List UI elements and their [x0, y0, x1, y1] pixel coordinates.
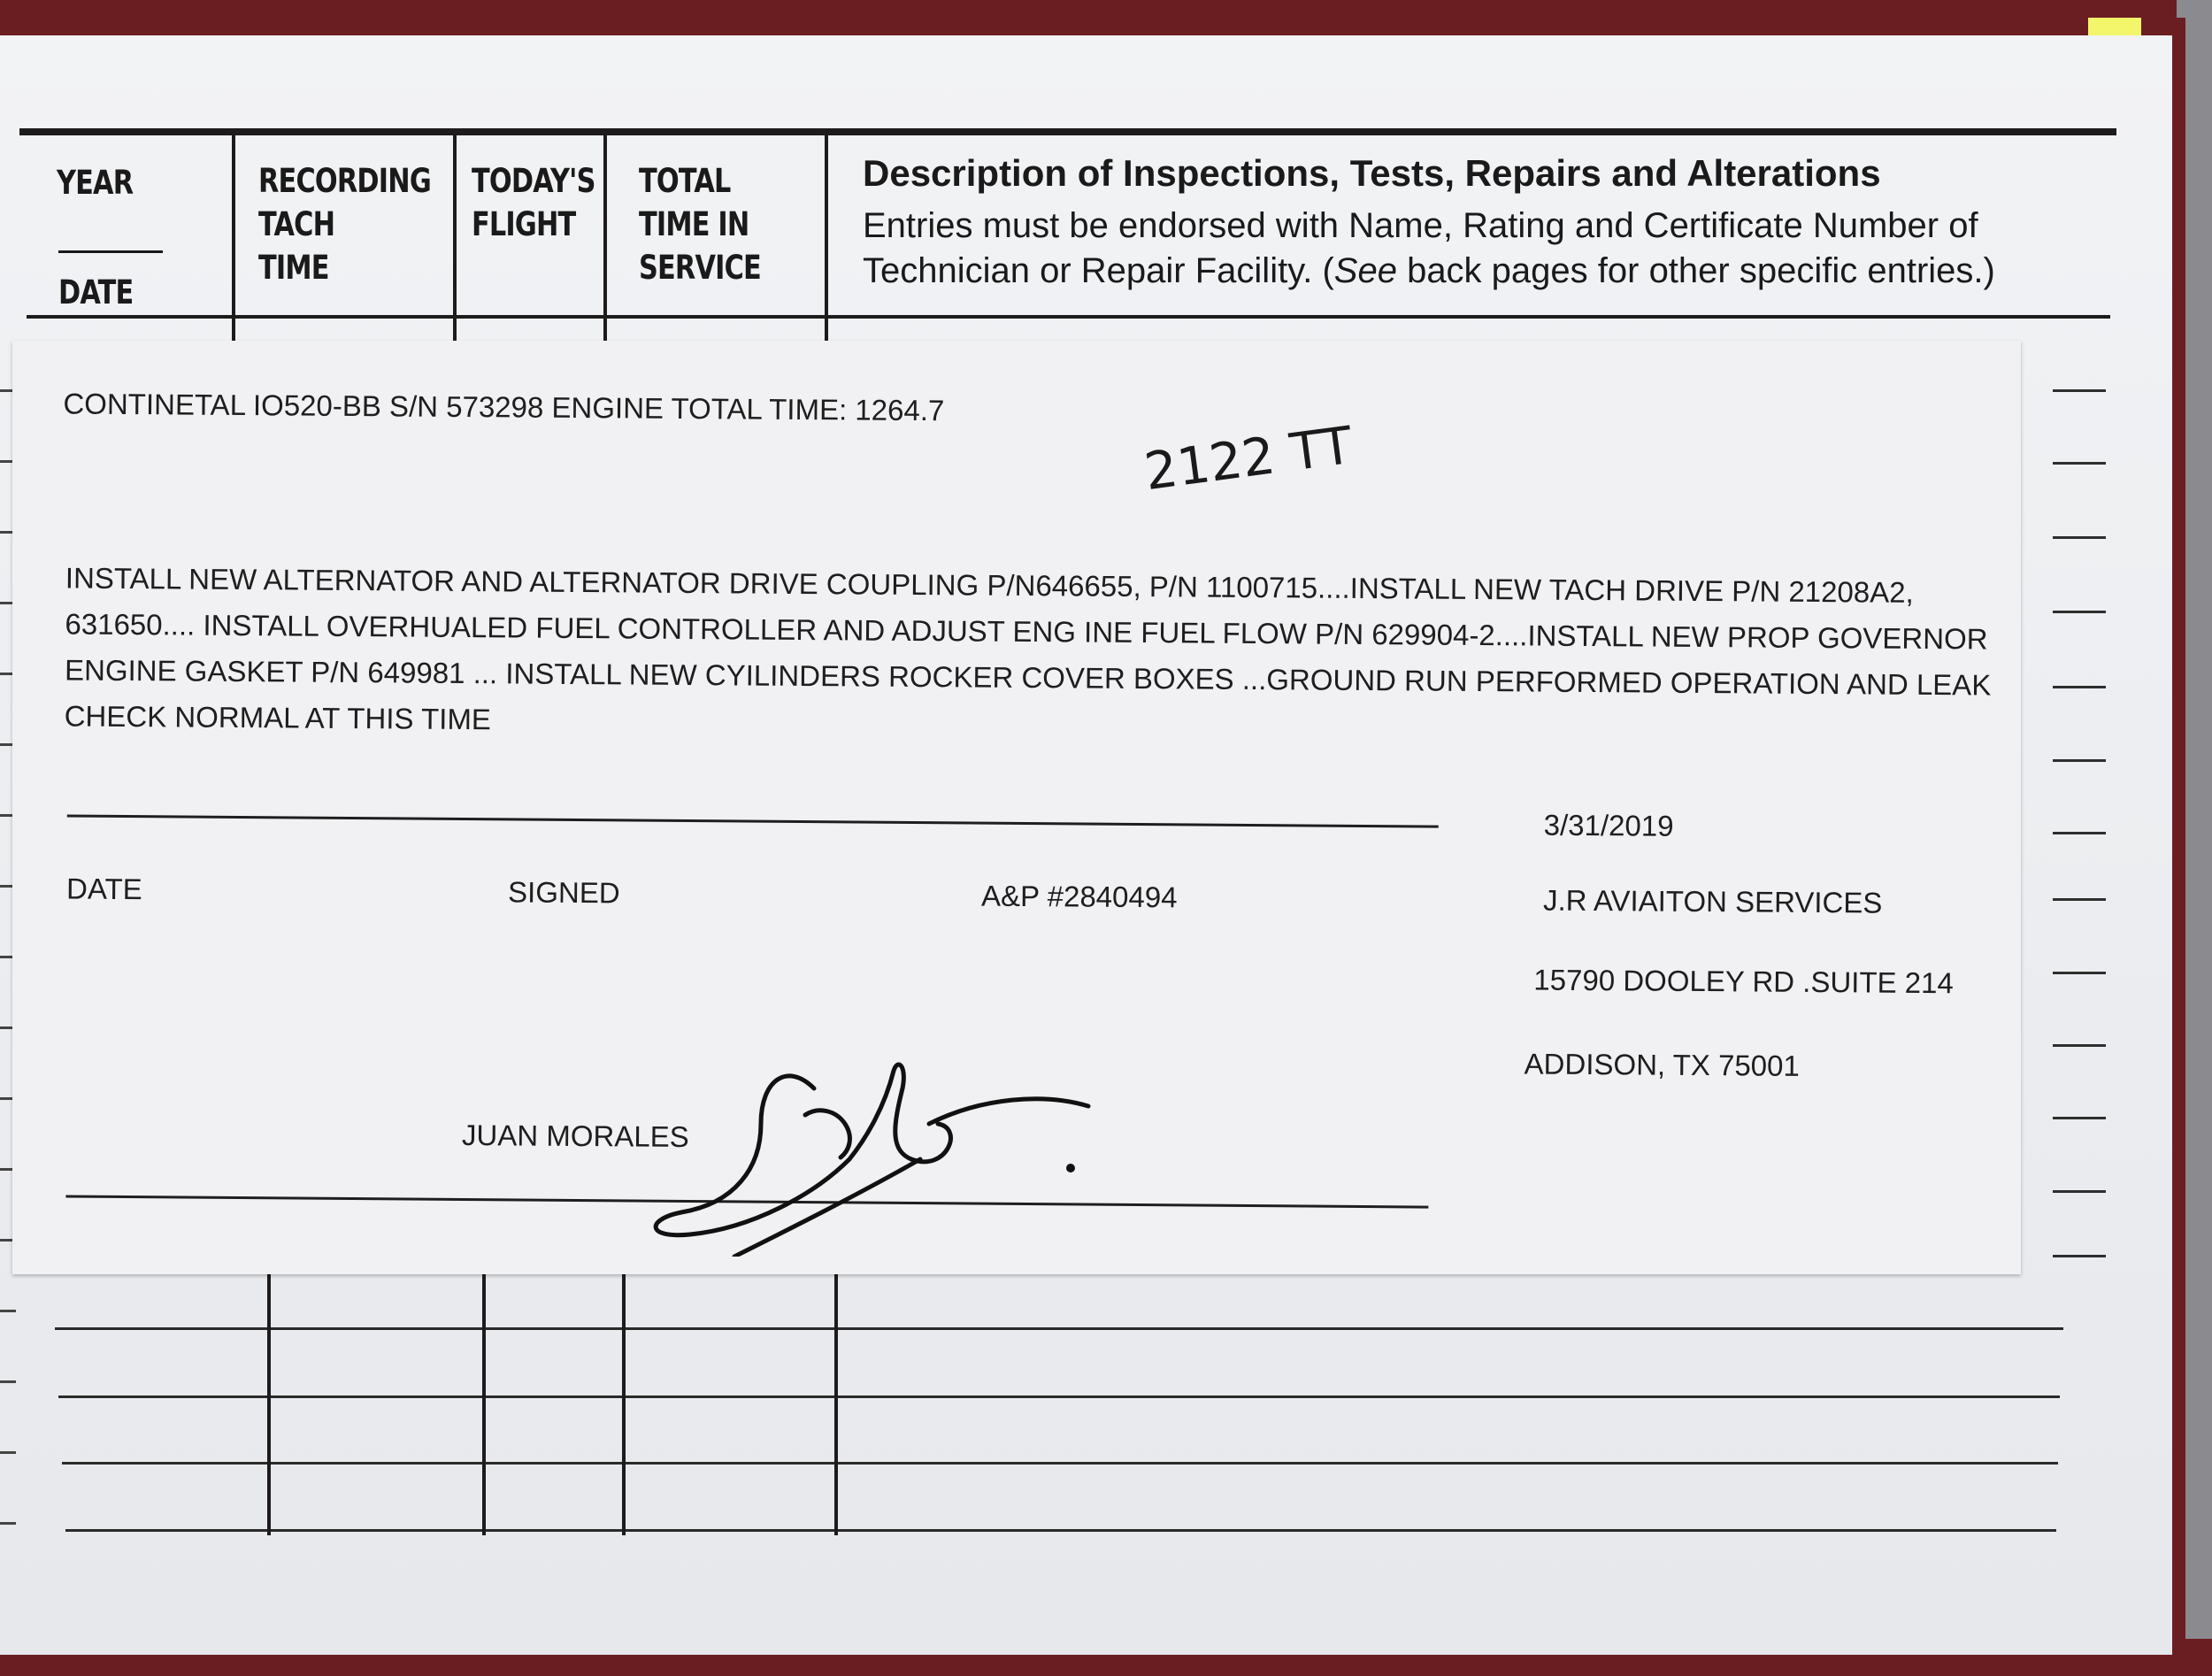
column-divider [622, 1252, 626, 1535]
page-ruled-line [2053, 462, 2106, 465]
instructions-italic: See [1333, 251, 1397, 290]
table-row-rule [55, 1327, 2063, 1330]
page-ruled-line [2053, 686, 2106, 688]
column-divider [603, 133, 607, 345]
page-edge-tick [0, 1310, 16, 1312]
total-time-in-service-header: TOTAL TIME IN SERVICE [639, 162, 761, 287]
year-date-divider [58, 250, 163, 253]
page-ruled-line [2053, 898, 2106, 901]
description-instructions [863, 204, 1995, 294]
facility-address: 15790 DOOLEY RD .SUITE 214 [1533, 963, 1954, 1000]
description-instructions-line2 [863, 249, 1995, 294]
entry-date: 3/31/2019 [1543, 808, 1674, 842]
column-divider [825, 133, 828, 345]
todays-flight-header: TODAY'S FLIGHT [472, 162, 595, 243]
date-column-header: DATE [58, 273, 134, 311]
page-ruled-line [2053, 832, 2106, 834]
page-ruled-line [2053, 389, 2106, 392]
description-instructions-line1: Entries must be endorsed with Name, Rating and Certificate Number of [863, 206, 1978, 245]
ap-certificate-number: A&P #2840494 [980, 879, 1178, 914]
page-ruled-line [2053, 1255, 2106, 1257]
page-ruled-line [2053, 972, 2106, 974]
header-bottom-rule [27, 315, 2110, 319]
page-ruled-line [2053, 1044, 2106, 1047]
column-divider [453, 133, 457, 345]
page-ruled-line [2053, 1117, 2106, 1119]
column-divider [834, 1252, 838, 1535]
page-ruled-line [2053, 1190, 2106, 1193]
instructions-text-end: back pages for other specific entries.) [1396, 251, 1995, 290]
description-column-title: Description of Inspections, Tests, Repairs and Alterations [863, 152, 1881, 194]
column-divider [482, 1252, 486, 1535]
column-divider [232, 133, 235, 345]
page-ruled-line [2053, 611, 2106, 613]
table-row-rule [58, 1395, 2060, 1398]
technician-name: JUAN MORALES [461, 1119, 689, 1154]
page-edge-tick [0, 1522, 16, 1525]
year-column-header: YEAR [57, 164, 134, 202]
signed-label: SIGNED [507, 875, 620, 910]
page-edge-tick [0, 1451, 16, 1454]
column-divider [267, 1252, 271, 1535]
work-description: INSTALL NEW ALTERNATOR AND ALTERNATOR DRIVE COUPLING P/N646655, P/N 1100715....INSTALL NEW TACH DRIVE P/N 21208A2, 631650.... INSTALL OVERHUALED FUEL CONTROLLER AND ADJUST ENG INE FUEL FLOW P/N 629904-2....INSTALL NEW PROP GOVERNOR ENGINE GASKET P/N 649981 ... INSTALL NEW CYILINDERS ROCKER COVER BOXES ...GROUND RUN PERFORMED OPERATION AND LEAK CHECK NORMAL AT THIS TIME [64, 561, 1992, 736]
technician-signature [628, 1053, 1124, 1257]
repair-facility-name: J.R AVIAITON SERVICES [1542, 883, 1883, 919]
table-row-rule [65, 1529, 2056, 1532]
handwritten-total-time: 2122 TT [1141, 414, 1356, 503]
date-label: DATE [65, 872, 142, 906]
header-top-rule [19, 128, 2116, 135]
engine-identification: CONTINETAL IO520-BB S/N 573298 ENGINE TOTAL TIME: 1264.7 [63, 387, 945, 427]
facility-city: ADDISON, TX 75001 [1524, 1047, 1800, 1082]
page-edge-tick [0, 1380, 16, 1383]
instructions-text: Technician or Repair Facility. ( [863, 251, 1334, 290]
recording-tach-time-header: RECORDING TACH TIME [258, 162, 431, 287]
page-ruled-line [2053, 536, 2106, 539]
date-signature-rule [67, 815, 1439, 828]
table-row-rule [62, 1462, 2058, 1465]
page-ruled-line [2053, 759, 2106, 762]
